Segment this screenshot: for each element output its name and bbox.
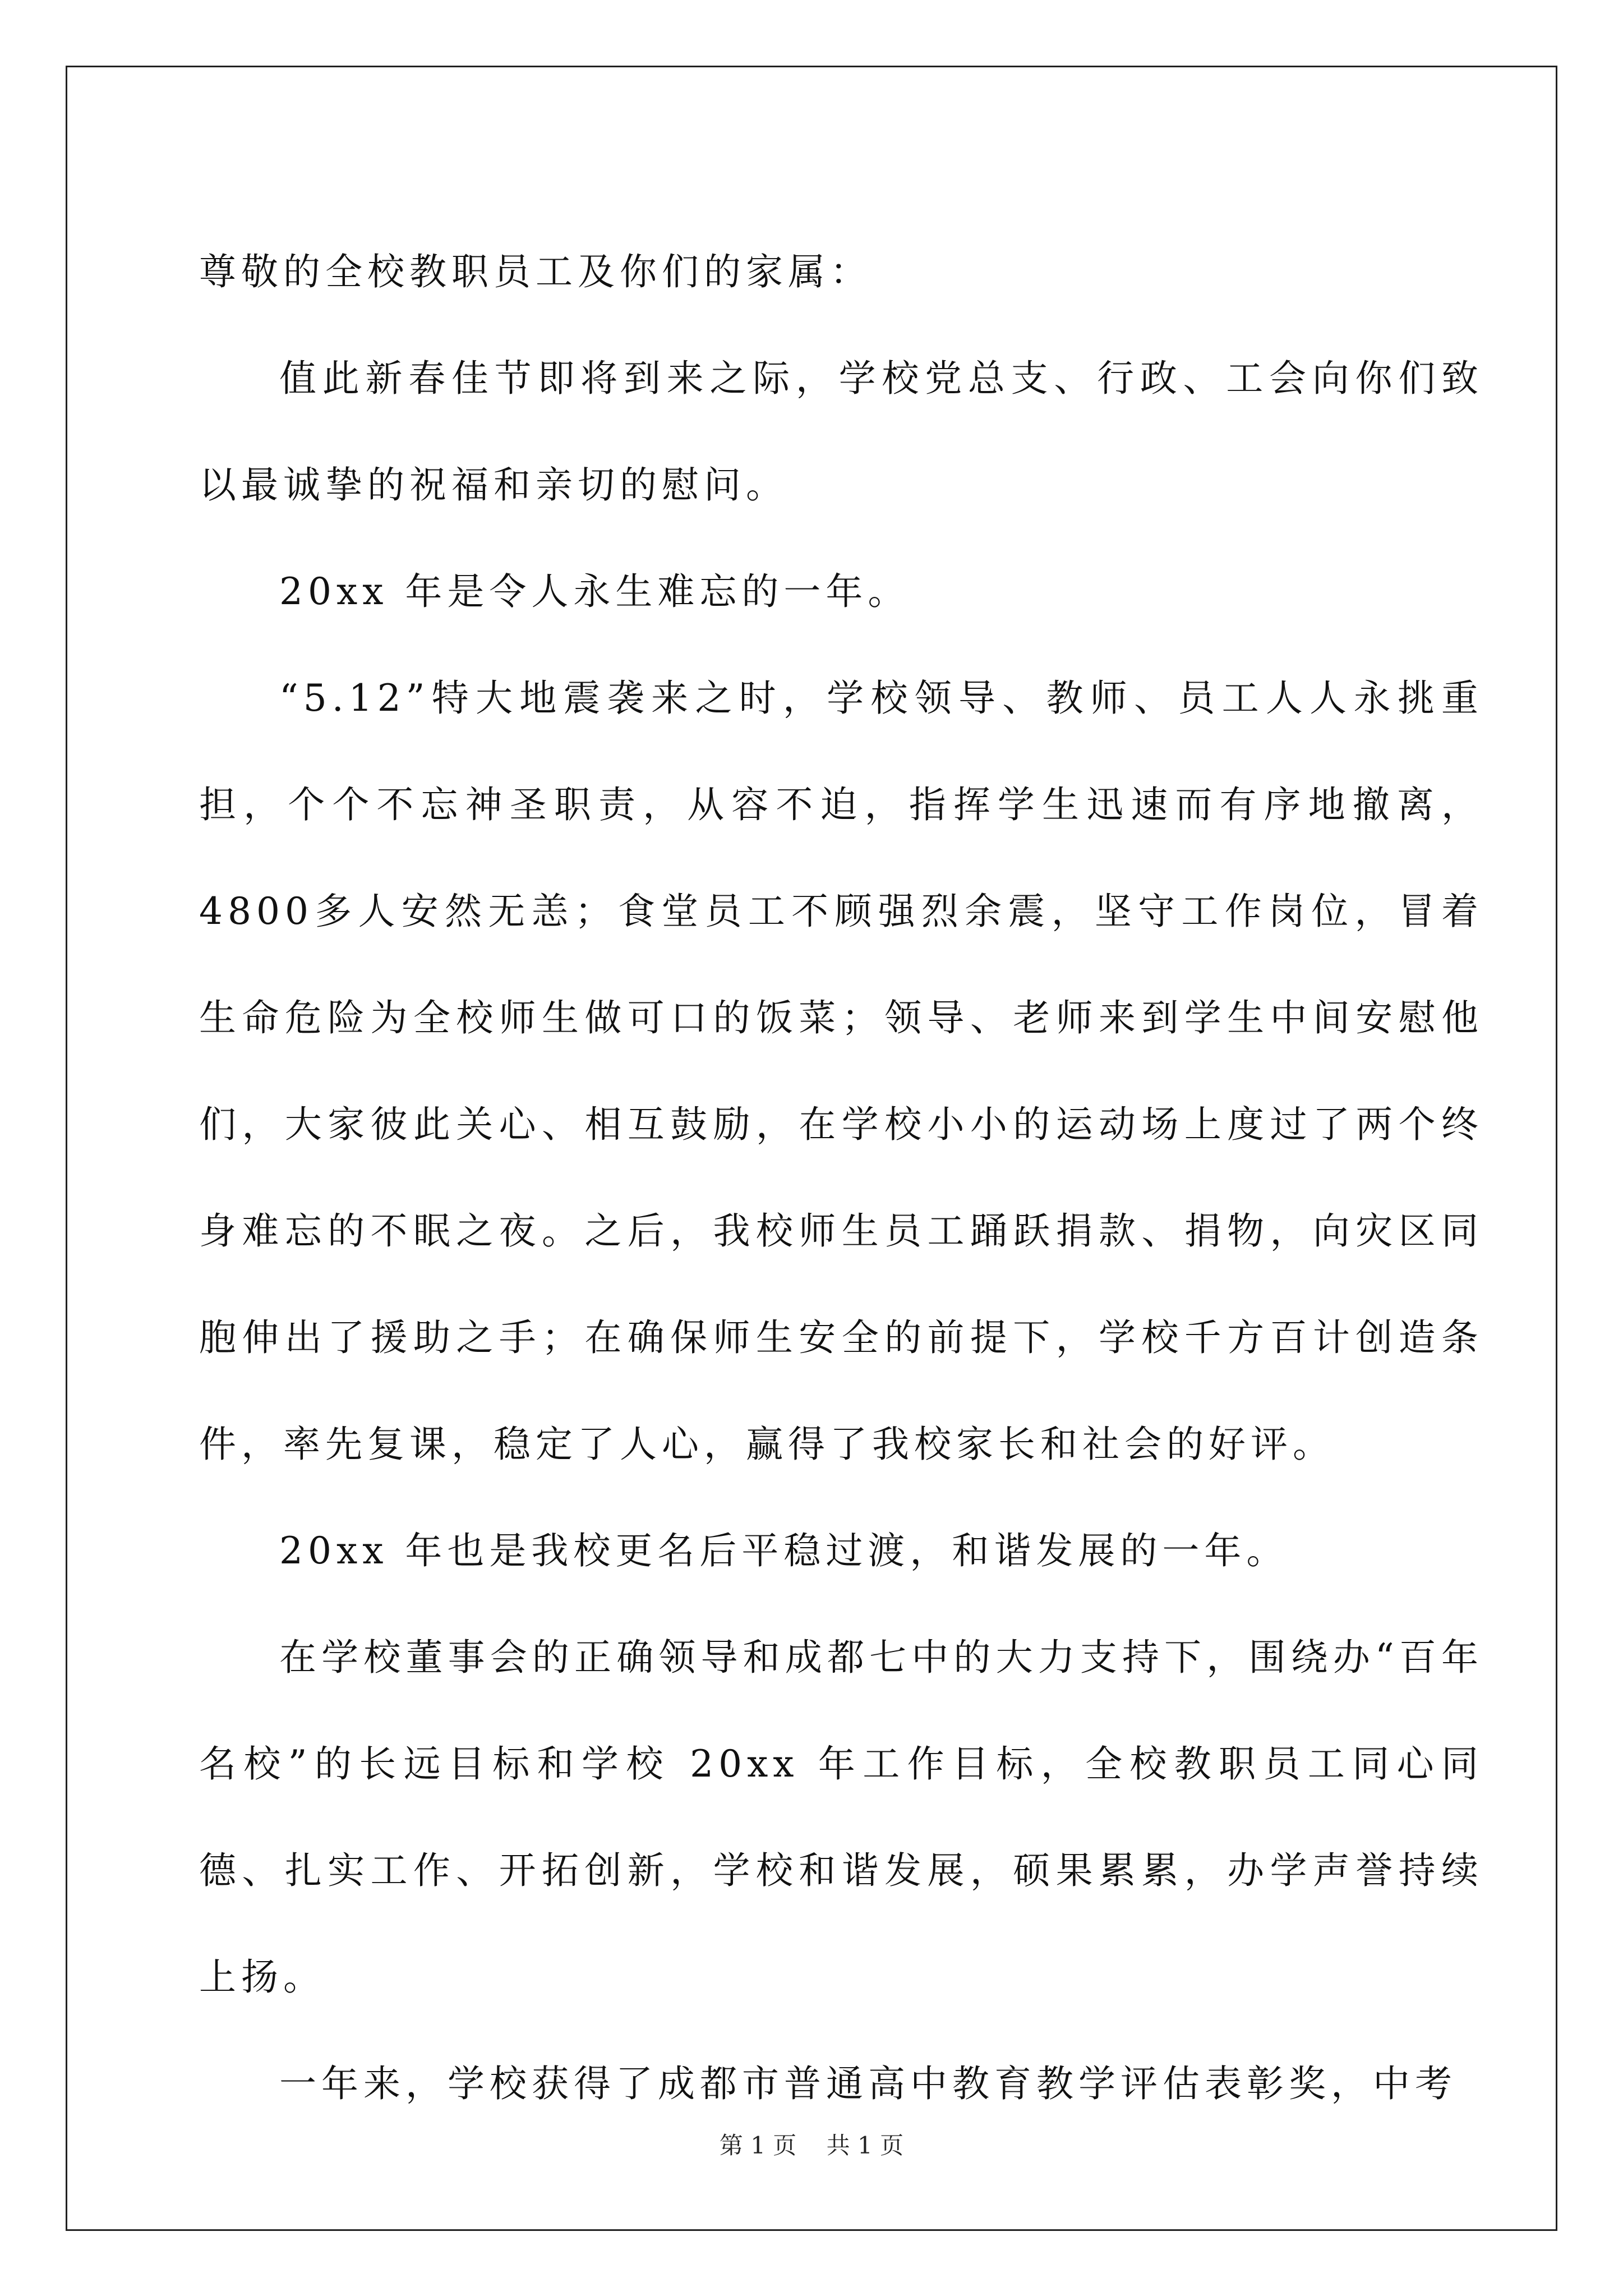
paragraph-greeting: 值此新春佳节即将到来之际，学校党总支、行政、工会向你们致以最诚挚的祝福和亲切的慰问。 xyxy=(199,357,1483,507)
document-body xyxy=(199,219,1483,2137)
page-total: 共 1 页 xyxy=(826,2132,904,2159)
page-footer xyxy=(0,2129,1623,2162)
paragraph-earthquake: “5.12”特大地震袭来之时，学校领导、教师、员工人人永挑重担，个个不忘神圣职责，从容不迫，指挥学生迅速而有序地撤离，4800多人安然无恙；食堂员工不顾强烈余震，坚守工作岗位，冒着生命危险为全校师生做可口的饭菜；领导、老师来到学生中间安慰他们，大家彼此关心、相互鼓励，在学校小小的运动场上度过了两个终身难忘的不眠之夜。之后，我校师生员工踊跃捐款、捐物，向灾区同胞伸出了援助之手；在确保师生安全的前提下，学校千方百计创造条件，率先复课，稳定了人心，赢得了我校家长和社会的好评。 xyxy=(199,677,1483,1466)
page-number: 第 1 页 xyxy=(719,2132,797,2159)
salutation: 尊敬的全校教职员工及你们的家属： xyxy=(199,250,872,293)
paragraph-leadership: 在学校董事会的正确领导和成都七中的大力支持下，围绕办“百年名校”的长远目标和学校 20xx 年工作目标，全校教职员工同心同德、扎实工作、开拓创新，学校和谐发展，硕果累累，办学声誉持续上扬。 xyxy=(199,1636,1483,1999)
paragraph-unforgettable-year: 20xx 年是令人永生难忘的一年。 xyxy=(279,570,910,613)
paragraph-transition: 20xx 年也是我校更名后平稳过渡，和谐发展的一年。 xyxy=(279,1529,1289,1572)
paragraph-achievements: 一年来，学校获得了成都市普通高中教育教学评估表彰奖，中考 xyxy=(279,2062,1457,2105)
